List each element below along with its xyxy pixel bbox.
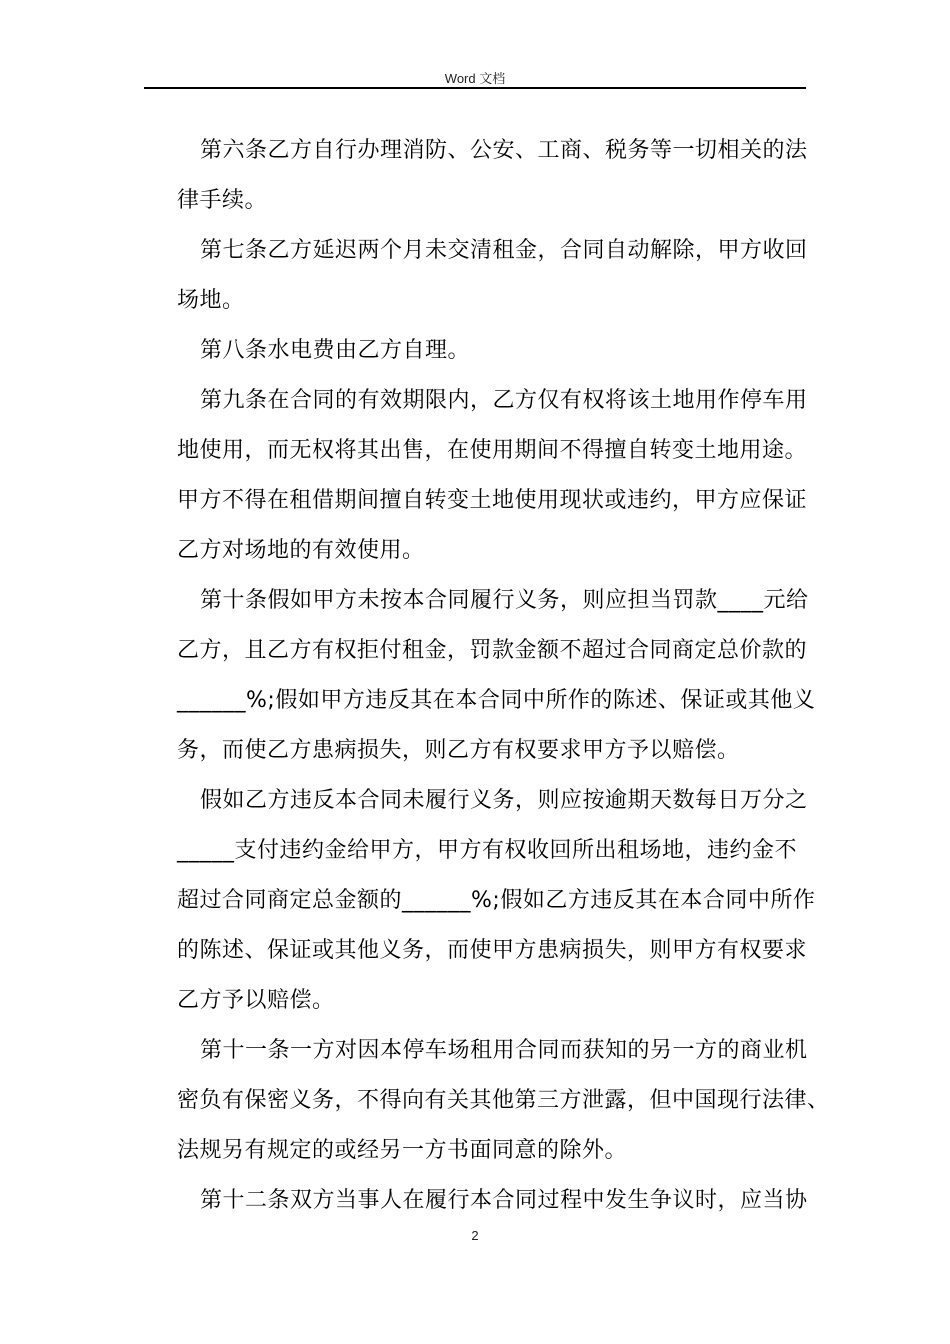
text-line: 第六条乙方自行办理消防、公安、工商、税务等一切相关的法: [200, 138, 808, 163]
text-line: 第十一条一方对因本停车场租用合同而获知的另一方的商业机: [200, 1038, 808, 1063]
text-line: 乙方对场地的有效使用。: [177, 538, 425, 563]
text-line: 法规另有规定的或经另一方书面同意的除外。: [177, 1138, 628, 1163]
text-line: 的陈述、保证或其他义务，而使甲方患病损失，则甲方有权要求: [177, 938, 808, 963]
text-line: 务，而使乙方患病损失，则乙方有权要求甲方予以赔偿。: [177, 738, 740, 763]
text-line: 超过合同商定总金额的______%;假如乙方违反其在本合同中所作: [177, 888, 816, 913]
text-line: 第十二条双方当事人在履行本合同过程中发生争议时，应当协: [200, 1188, 808, 1213]
text-line: 第八条水电费由乙方自理。: [200, 338, 471, 363]
text-line: ______%;假如甲方违反其在本合同中所作的陈述、保证或其他义: [177, 688, 816, 713]
text-line: 甲方不得在租借期间擅自转变土地使用现状或违约，甲方应保证: [177, 488, 808, 513]
text-line: 场地。: [177, 288, 245, 313]
text-line: 密负有保密义务，不得向有关其他第三方泄露，但中国现行法律、: [177, 1088, 830, 1113]
text-line: 乙方，且乙方有权拒付租金，罚款金额不超过合同商定总价款的: [177, 638, 808, 663]
text-line: 假如乙方违反本合同未履行义务，则应按逾期天数每日万分之: [200, 788, 808, 813]
text-line: 第七条乙方延迟两个月未交清租金，合同自动解除，甲方收回: [200, 238, 808, 263]
text-line: 第十条假如甲方未按本合同履行义务，则应担当罚款____元给: [200, 588, 809, 613]
text-line: 地使用，而无权将其出售，在使用期间不得擅自转变土地用途。: [177, 438, 808, 463]
header-divider: [144, 87, 806, 89]
document-body: [177, 126, 830, 1226]
page-number: 2: [471, 1228, 479, 1243]
text-line: _____支付违约金给甲方，甲方有权收回所出租场地，违约金不: [177, 838, 798, 863]
text-line: 律手续。: [177, 188, 268, 213]
text-line: 乙方予以赔偿。: [177, 988, 335, 1013]
text-line: 第九条在合同的有效期限内，乙方仅有权将该土地用作停车用: [200, 388, 808, 413]
page-header-title: Word 文档: [444, 71, 506, 86]
